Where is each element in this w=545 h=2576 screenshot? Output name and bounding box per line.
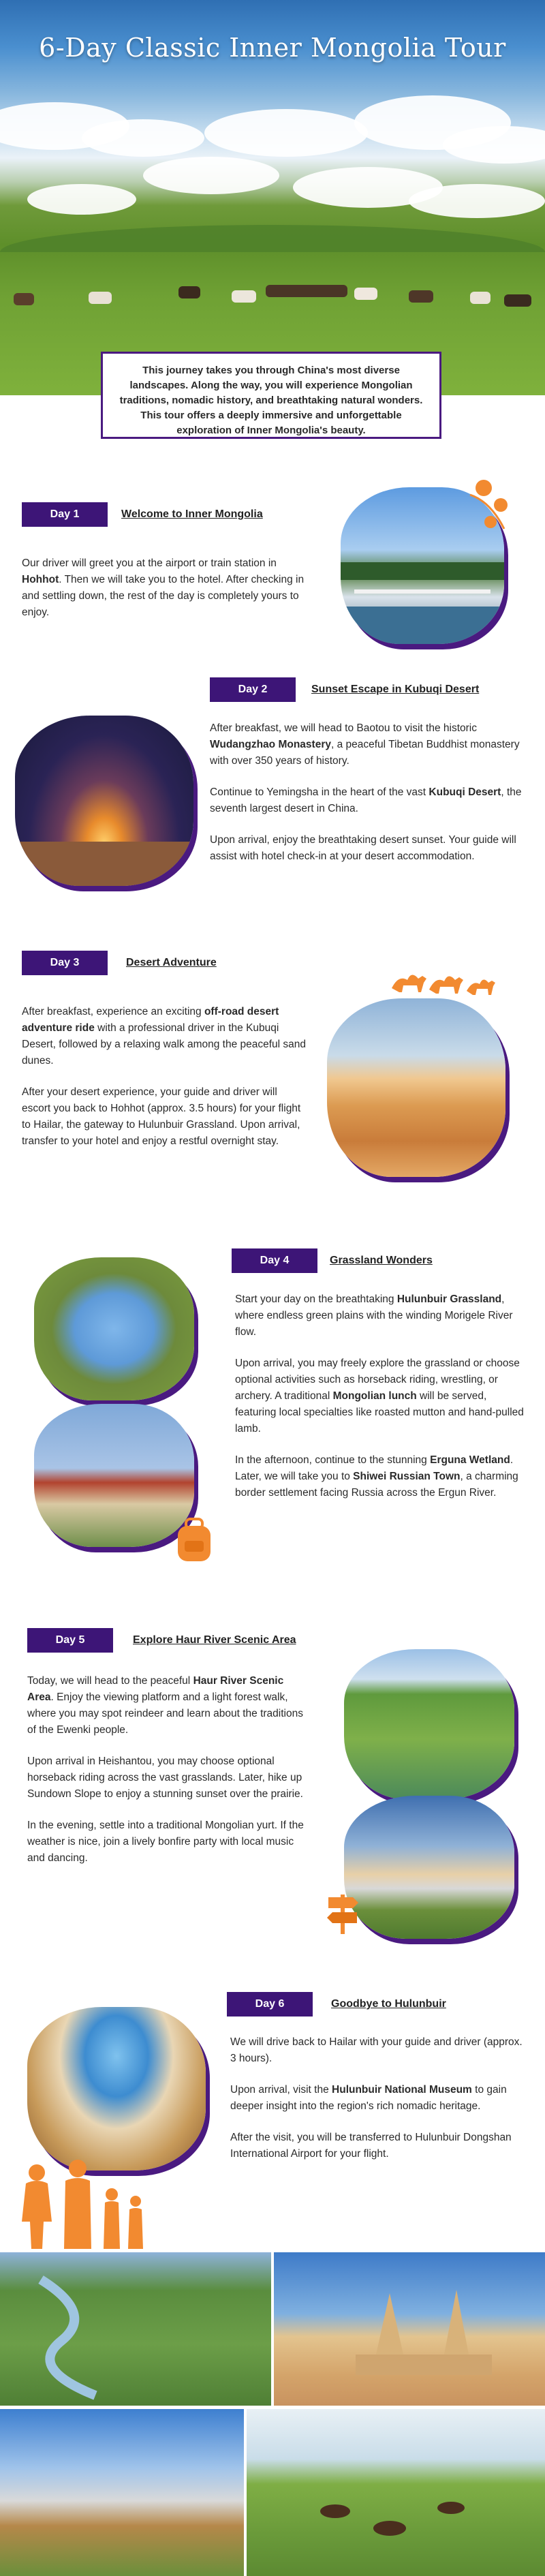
day-5-photo-yurts: [344, 1796, 514, 1939]
paragraph: After your desert experience, your guide and driver will escort you back to Hohhot (approx. 3.5 hours) for your flight to Hailar, the gateway to Hulunbuir Grassland. Upon arrival, transfer to your hotel and enjoy a restful overnight stay.: [22, 1086, 301, 1147]
day-3-title: Desert Adventure: [126, 957, 217, 968]
paragraph: Upon arrival, enjoy the breathtaking desert sunset. Your guide will assist with hotel check-in at your desert accommodation.: [210, 834, 516, 862]
day-4-badge: Day 4: [232, 1248, 317, 1273]
day-3-text: [22, 1004, 308, 1165]
strip-photo-river: [0, 2252, 271, 2406]
day-6-text: [230, 2034, 525, 2177]
strip-photo-horse-riders: [247, 2409, 545, 2576]
paragraph: After the visit, you will be transferred to Hulunbuir Dongshan International Airport for your flight.: [230, 2132, 512, 2160]
day-4-title: Grassland Wonders: [330, 1255, 433, 1266]
day-2-text: [210, 720, 523, 880]
paragraph: Upon arrival, visit the Hulunbuir National Museum to gain deeper insight into the region's rich nomadic heritage.: [230, 2084, 507, 2112]
paragraph: We will drive back to Hailar with your guide and driver (approx. 3 hours).: [230, 2036, 523, 2064]
highlight-text: Erguna Wetland: [430, 1454, 510, 1466]
day-5-text: [27, 1673, 307, 1882]
highlight-text: Haur River Scenic Area: [27, 1675, 284, 1703]
day-4-text: [235, 1291, 525, 1516]
paragraph: Upon arrival in Heishantou, you may choose optional horseback riding across the vast grasslands. Later, hike up Sundown Slope to enjoy a stunning sunset over the prairie.: [27, 1755, 303, 1800]
highlight-text: Hulunbuir Grassland: [396, 1293, 502, 1305]
day-6-title: Goodbye to Hulunbuir: [331, 1998, 446, 2010]
day-4-photo-town: [34, 1404, 194, 1547]
highlight-text: Kubuqi Desert: [429, 786, 501, 798]
paragraph: Our driver will greet you at the airport or train station in Hohhot. Then we will take you to the hotel. After checking in and settling down, the rest of the day is completely yours to enjoy.: [22, 557, 305, 618]
paragraph: Start your day on the breathtaking Hulunbuir Grassland, where endless green plains with the winding Morigele River flow.: [235, 1293, 513, 1338]
day-5-badge: Day 5: [27, 1628, 113, 1653]
backpack-icon: [174, 1516, 215, 1567]
highlight-text: Hohhot: [22, 574, 59, 585]
family-icon: [10, 2153, 146, 2252]
highlight-text: Shiwei Russian Town: [353, 1471, 461, 1482]
page-title: 6-Day Classic Inner Mongolia Tour: [39, 33, 506, 63]
intro-text: This journey takes you through China's most diverse landscapes. Along the way, you will experience Mongolian traditions, nomadic history, and breathtaking natural wonders. This tour offers a deeply immersive and unforgettable exploration of Inner Mongolia's beauty.: [101, 352, 441, 439]
strip-photo-monastery: [0, 2409, 244, 2576]
highlight-text: Hulunbuir National Museum: [332, 2084, 472, 2096]
paragraph: Upon arrival, you may freely explore the grassland or choose optional activities such as horseback riding, wrestling, or archery. A traditional Mongolian lunch will be served, featuring local specialties like roasted mutton and hand-pulled lamb.: [235, 1358, 524, 1435]
day-1-title: Welcome to Inner Mongolia: [121, 508, 263, 520]
day-5-title: Explore Haur River Scenic Area: [133, 1634, 296, 1646]
paragraph: In the afternoon, continue to the stunning Erguna Wetland. Later, we will take you to Shiwei Russian Town, a charming border settlement facing Russia across the Ergun River.: [235, 1454, 518, 1499]
day-3-badge: Day 3: [22, 951, 108, 975]
strip-photo-stupas: [274, 2252, 545, 2406]
day-3-photo: [327, 998, 505, 1177]
paragraph: After breakfast, we will head to Baotou to visit the historic Wudangzhao Monastery, a peaceful Tibetan Buddhist monastery with over 350 years of history.: [210, 722, 520, 767]
day-2-badge: Day 2: [210, 677, 296, 702]
day-5-photo-river: [344, 1649, 514, 1799]
highlight-text: Wudangzhao Monastery: [210, 739, 331, 750]
day-1-text: [22, 555, 308, 636]
day-2-photo: [15, 716, 193, 886]
paragraph: In the evening, settle into a traditional Mongolian yurt. If the weather is nice, join a lively bonfire party with local music and dancing.: [27, 1820, 304, 1864]
day-1-badge: Day 1: [22, 502, 108, 527]
highlight-text: off-road desert adventure ride: [22, 1006, 279, 1034]
day-6-photo-museum: [27, 2007, 206, 2171]
day-4-photo-lake: [34, 1257, 194, 1400]
highlight-text: Mongolian lunch: [332, 1390, 417, 1402]
flower-icon: [463, 474, 518, 539]
day-2-title: Sunset Escape in Kubuqi Desert: [311, 684, 480, 695]
paragraph: Continue to Yemingsha in the heart of the vast Kubuqi Desert, the seventh largest desert in China.: [210, 786, 522, 814]
signpost-icon: [326, 1888, 360, 1939]
paragraph: Today, we will head to the peaceful Haur River Scenic Area. Enjoy the viewing platform and a light forest walk, where you may spot reindeer and learn about the traditions of the Ewenki people.: [27, 1675, 303, 1736]
day-6-badge: Day 6: [227, 1992, 313, 2017]
paragraph: After breakfast, experience an exciting off-road desert adventure ride with a professional driver in the Kubuqi Desert, followed by a relaxing walk among the peaceful sand dunes.: [22, 1006, 307, 1067]
